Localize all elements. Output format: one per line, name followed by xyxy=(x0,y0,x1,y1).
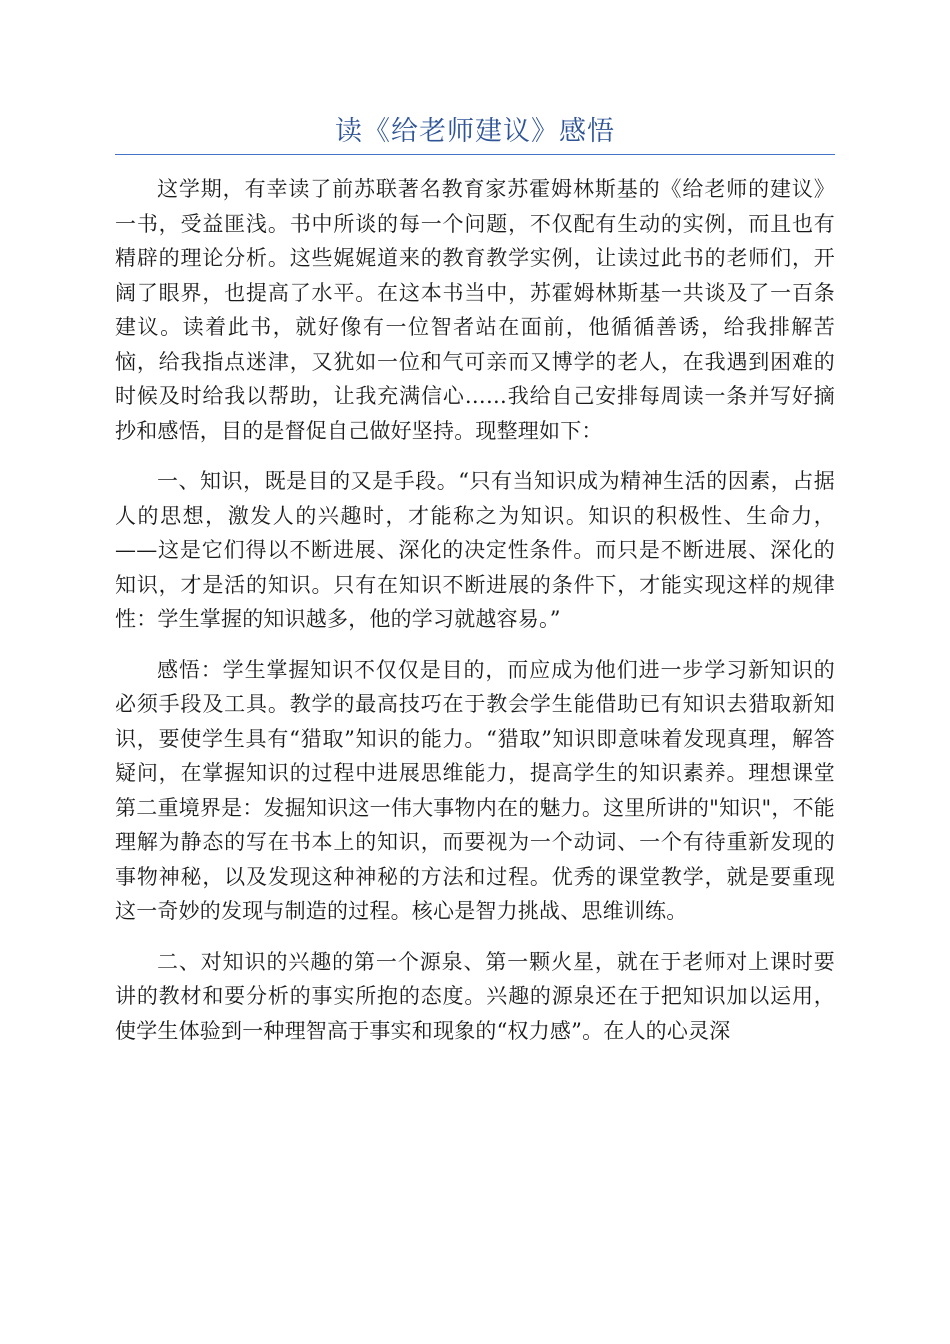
paragraph-point-one: 一、知识，既是目的又是手段。“只有当知识成为精神生活的因素，占据人的思想，激发人的兴趣时，才能称之为知识。知识的积极性、生命力，——这是它们得以不断进展、深化的决定性条件。而只是不断进展、深化的知识，才是活的知识。只有在知识不断进展的条件下，才能实现这样的规律性：学生掌握的知识越多，他的学习就越容易。” xyxy=(115,469,835,631)
title-underline xyxy=(115,154,835,155)
paragraph-intro: 这学期，有幸读了前苏联著名教育家苏霍姆林斯基的《给老师的建议》一书，受益匪浅。书中所谈的每一个问题，不仅配有生动的实例，而且也有精辟的理论分析。这些娓娓道来的教育教学实例，让读过此书的老师们，开阔了眼界，也提高了水平。在这本书当中，苏霍姆林斯基一共谈及了一百条建议。读着此书，就好像有一位智者站在面前，他循循善诱，给我排解苦恼，给我指点迷津，又犹如一位和气可亲而又博学的老人，在我遇到困难的时候及时给我以帮助，让我充满信心……我给自己安排每周读一条并写好摘抄和感悟，目的是督促自己做好坚持。现整理如下： xyxy=(115,177,835,443)
paragraph-point-two: 二、对知识的兴趣的第一个源泉、第一颗火星，就在于老师对上课时要讲的教材和要分析的事实所抱的态度。兴趣的源泉还在于把知识加以运用，使学生体验到一种理智高于事实和现象的“权力感”。在人的心灵深 xyxy=(115,949,835,1043)
paragraph-reflection-one: 感悟：学生掌握知识不仅仅是目的，而应成为他们进一步学习新知识的必须手段及工具。教学的最高技巧在于教会学生能借助已有知识去猎取新知识，要使学生具有“猎取”知识的能力。“猎取”知识即意味着发现真理，解答疑问，在掌握知识的过程中进展思维能力，提高学生的知识素养。理想课堂第二重境界是：发掘知识这一伟大事物内在的魅力。这里所讲的"知识"，不能理解为静态的写在书本上的知识，而要视为一个动词、一个有待重新发现的事物神秘，以及发现这种神秘的方法和过程。优秀的课堂教学，就是要重现这一奇妙的发现与制造的过程。核心是智力挑战、思维训练。 xyxy=(115,657,835,923)
document-body xyxy=(115,172,835,1064)
document-title: 读《给老师建议》感悟 xyxy=(335,116,615,147)
